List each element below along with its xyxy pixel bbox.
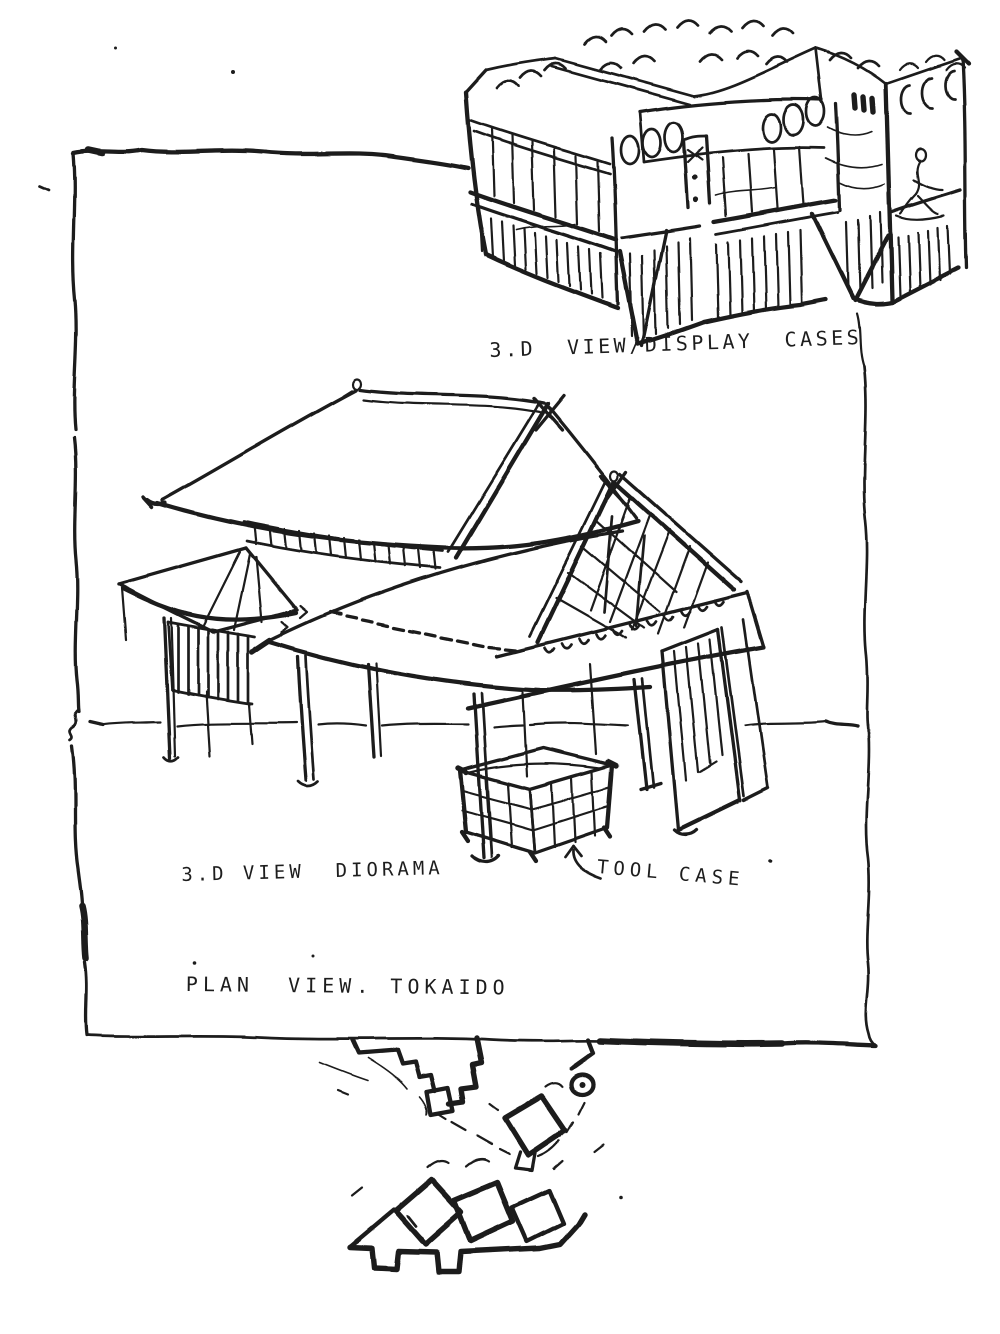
- diorama-label: 3.D VIEW DIORAMA: [181, 857, 444, 886]
- display-cases-sketch: [466, 21, 968, 346]
- tool-case-label: TOOL CASE: [596, 856, 746, 891]
- display-cases-label: 3.D VIEW/DISPLAY CASES: [489, 324, 863, 362]
- ground-line: [90, 722, 858, 727]
- annex: [119, 548, 297, 761]
- plan-view-sketch: [320, 1038, 622, 1272]
- sheet-border: [70, 150, 876, 1046]
- diorama-sketch: [90, 379, 858, 879]
- tool-case-sketch: [458, 693, 616, 862]
- main-gable: [448, 396, 764, 708]
- posts-and-walls: [298, 620, 768, 835]
- plan-view-label: PLAN VIEW. TOKAIDO: [185, 972, 510, 1000]
